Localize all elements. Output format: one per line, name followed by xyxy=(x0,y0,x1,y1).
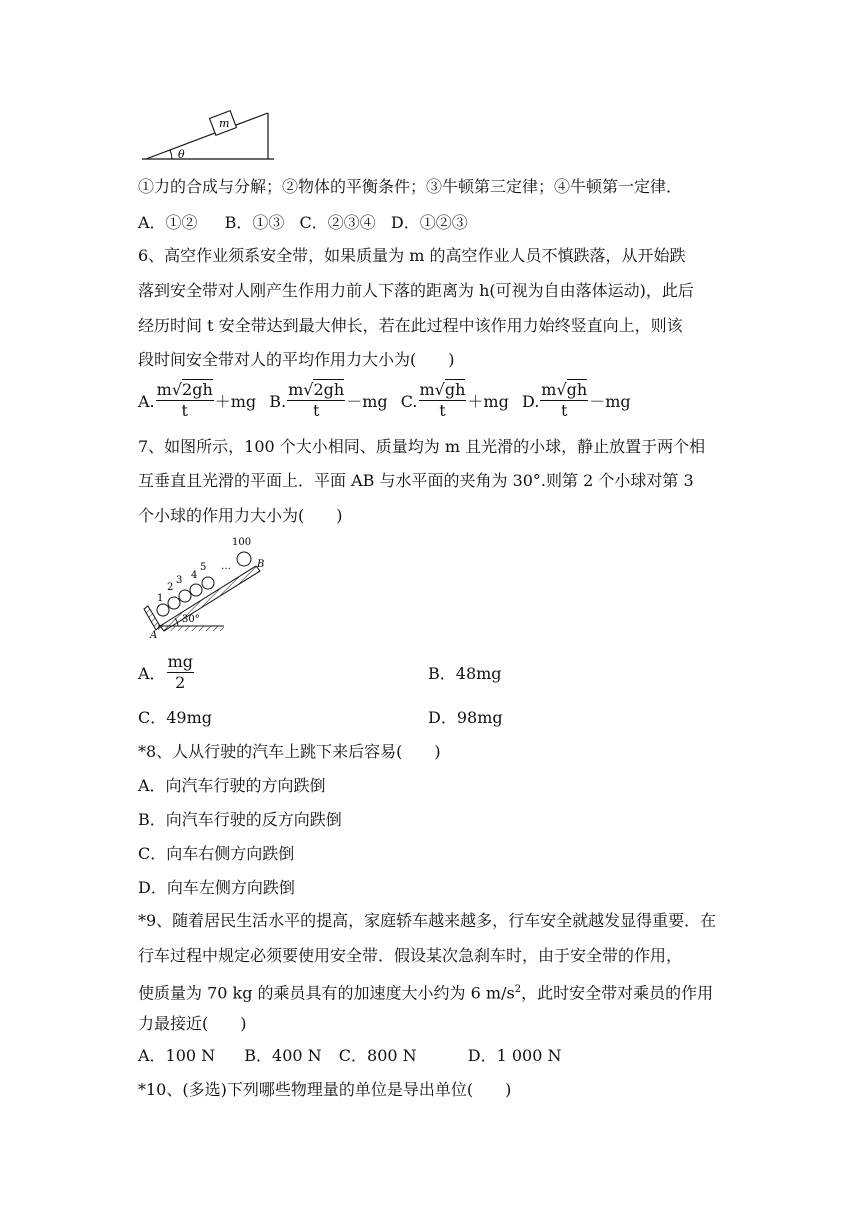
q6-option-a-tail: ＋mg xyxy=(214,392,257,411)
q6-option-c-fraction: $\frac{m√gh}{t}$ xyxy=(419,380,466,420)
q6-line-1: 6、高空作业须系安全带，如果质量为 m 的高空作业人员不慎跌落，从开始跌 xyxy=(138,246,686,265)
q6-b-den: t xyxy=(312,401,320,420)
q10-stem: *10、(多选)下列哪些物理量的单位是导出单位( ) xyxy=(138,1080,512,1099)
block-mass-label: m xyxy=(219,117,230,130)
q6-option-a-letter: A. xyxy=(138,392,155,411)
q9-options xyxy=(138,1046,567,1066)
q8-option-d[interactable]: D．向车左侧方向跌倒 xyxy=(138,878,295,897)
q7-line-3: 个小球的作用力大小为( ) xyxy=(138,506,343,525)
q6-d-radicand: gh xyxy=(566,380,588,399)
q9-line-2: 行车过程中规定必须要使用安全带．假设某次急刹车时，由于安全带的作用， xyxy=(138,946,683,965)
q6-option-b-letter: B. xyxy=(269,392,287,411)
ellipsis-label: … xyxy=(221,561,231,572)
q6-a-num-m: m xyxy=(156,380,172,399)
angle-arc xyxy=(170,150,172,159)
ball-100-label: 100 xyxy=(232,537,252,548)
balls-on-incline-figure xyxy=(140,534,280,640)
q6-b-radicand: 2gh xyxy=(313,380,345,399)
q5-statements: ①力的合成与分解；②物体的平衡条件；③牛顿第三定律；④牛顿第一定律． xyxy=(138,177,683,196)
angle-30-label: 30° xyxy=(182,614,200,625)
q6-line-2: 落到安全带对人刚产生作用力前人下落的距离为 h(可视为自由落体运动)，此后 xyxy=(138,281,694,300)
ball-3 xyxy=(179,590,191,602)
ball-1-label: 1 xyxy=(157,593,164,604)
q9-line-1: *9、随着居民生活水平的提高，家庭轿车越来越多，行车安全就越发显得重要．在 xyxy=(138,911,717,930)
q8-option-c[interactable]: C．向车右侧方向跌倒 xyxy=(138,844,295,863)
q7-line-2: 互垂直且光滑的平面上．平面 AB 与水平面的夹角为 30°.则第 2 个小球对第 3 xyxy=(138,471,694,490)
ball-2 xyxy=(168,597,180,609)
ball-5 xyxy=(202,577,214,589)
q5-options xyxy=(138,213,474,233)
q5-option-b[interactable]: B．①③ xyxy=(224,213,285,232)
incline-surface xyxy=(146,113,268,159)
ball-1 xyxy=(157,604,169,616)
q6-option-d-tail: －mg xyxy=(589,392,631,411)
q9-option-d[interactable]: D．1 000 N xyxy=(467,1046,562,1065)
q8-option-a[interactable]: A．向汽车行驶的方向跌倒 xyxy=(138,776,326,795)
q6-options xyxy=(138,382,631,423)
q6-d-den: t xyxy=(561,401,568,420)
q6-line-3: 经历时间 t 安全带达到最大伸长，若在此过程中该作用力始终竖直向上，则该 xyxy=(138,316,683,335)
angle-theta-label: θ xyxy=(178,148,185,161)
ball-3-label: 3 xyxy=(176,575,183,586)
q9-line-3-superscript: 2 xyxy=(514,984,522,995)
q7-option-c[interactable]: C．49mg xyxy=(138,708,213,727)
q6-option-c-tail: ＋mg xyxy=(467,392,509,411)
ball-4-label: 4 xyxy=(191,570,198,581)
q6-option-b-tail: －mg xyxy=(346,392,388,411)
ball-2-label: 2 xyxy=(167,582,174,593)
q6-option-d[interactable] xyxy=(521,380,631,420)
q6-option-c-letter: C. xyxy=(400,392,418,411)
q9-line-3 xyxy=(138,980,713,1003)
q7-option-b[interactable]: B．48mg xyxy=(428,664,502,683)
ball-4 xyxy=(190,584,202,596)
q7-a-den: 2 xyxy=(175,673,186,692)
q6-option-b[interactable] xyxy=(269,380,392,420)
q6-c-num-m: m xyxy=(419,380,435,399)
q8-option-b[interactable]: B．向汽车行驶的反方向跌倒 xyxy=(138,810,342,829)
q9-line-3-main: 使质量为 70 kg 的乘员具有的加速度大小约为 6 m/s xyxy=(138,983,515,1003)
q6-option-c[interactable] xyxy=(400,380,514,420)
q6-option-d-letter: D. xyxy=(521,392,540,411)
q8-stem: *8、人从行驶的汽车上跳下来后容易( ) xyxy=(138,742,441,761)
ball-100 xyxy=(237,552,251,566)
q9-option-b[interactable]: B．400 N xyxy=(244,1046,322,1065)
q7-a-num: mg xyxy=(167,652,193,671)
q9-option-a[interactable]: A．100 N xyxy=(138,1046,216,1065)
q9-option-c[interactable]: C．800 N xyxy=(338,1046,417,1065)
ball-5-label: 5 xyxy=(200,562,207,573)
q5-option-d[interactable]: D．①②③ xyxy=(390,213,468,232)
q7-option-a-letter: A． xyxy=(138,664,166,683)
q6-option-b-fraction: $\frac{m√2gh}{t}$ xyxy=(288,380,345,420)
q6-a-den: t xyxy=(181,401,188,420)
q6-c-den: t xyxy=(439,401,446,420)
q6-option-a-fraction: $\frac{m√2gh}{t}$ xyxy=(156,380,213,420)
q5-option-c[interactable]: C．②③④ xyxy=(299,213,376,232)
q6-option-d-fraction: $\frac{m√gh}{t}$ xyxy=(541,380,588,420)
q6-c-radicand: gh xyxy=(444,380,466,399)
q6-a-radicand: 2gh xyxy=(182,380,213,399)
q7-option-a[interactable] xyxy=(138,652,195,696)
q7-option-d[interactable]: D．98mg xyxy=(428,708,503,727)
point-b-label: B xyxy=(257,559,265,570)
q9-line-4: 力最接近( ) xyxy=(138,1014,247,1033)
q6-option-a[interactable] xyxy=(138,380,261,420)
point-a-label: A xyxy=(150,630,158,640)
incline-block-figure xyxy=(138,106,278,164)
q6-line-4: 段时间安全带对人的平均作用力大小为( ) xyxy=(138,350,455,369)
q7-option-a-fraction xyxy=(167,652,194,693)
ground-hatch xyxy=(158,626,224,631)
q6-b-num-m: m xyxy=(288,380,304,399)
q5-option-a[interactable]: A．①② xyxy=(138,213,198,232)
q7-line-1: 7、如图所示，100 个大小相同、质量均为 m 且光滑的小球，静止放置于两个相 xyxy=(138,437,706,456)
q6-d-num-m: m xyxy=(541,380,557,399)
q9-line-3-tail: ，此时安全带对乘员的作用 xyxy=(521,983,714,1003)
